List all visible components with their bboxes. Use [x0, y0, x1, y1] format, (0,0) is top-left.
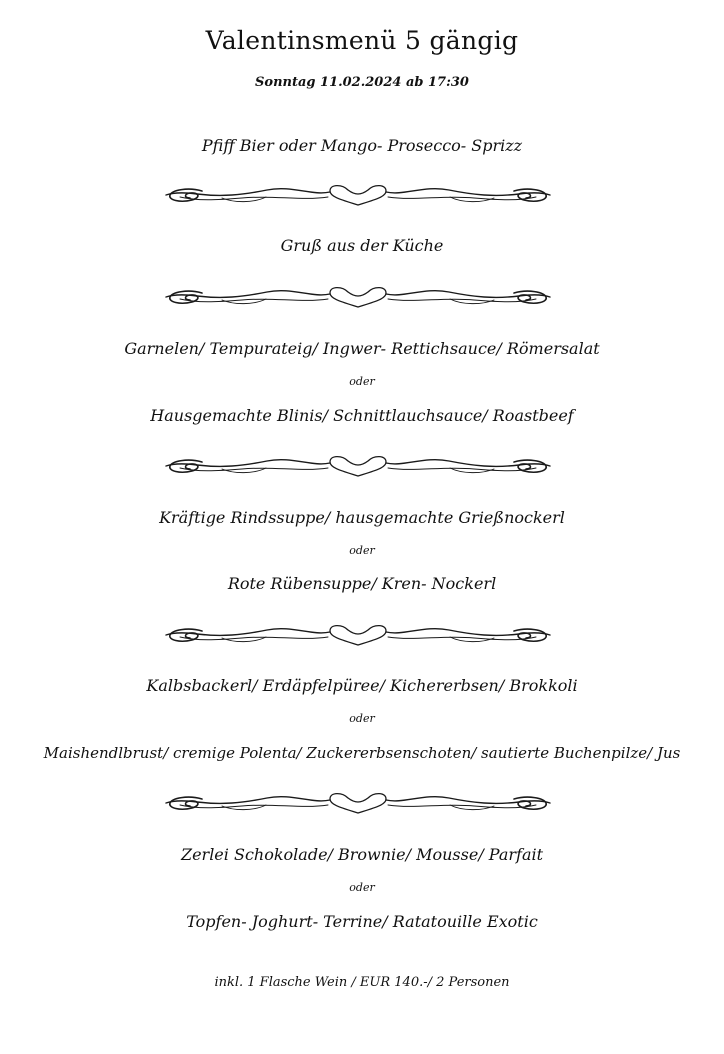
- course-starter-1: Garnelen/ Tempurateig/ Ingwer- Rettichsauce/ Römersalat: [124, 339, 600, 358]
- course-aperitif: Pfiff Bier oder Mango- Prosecco- Sprizz: [201, 136, 523, 155]
- price-footer: inkl. 1 Flasche Wein / EUR 140.-/ 2 Personen: [214, 975, 510, 990]
- heart-flourish-divider-icon: [162, 621, 554, 647]
- course-dessert-2: Topfen- Joghurt- Terrine/ Ratatouille Exotic: [186, 912, 538, 931]
- course-starter-2: Hausgemachte Blinis/ Schnittlauchsauce/ Roastbeef: [150, 406, 574, 425]
- dessert-or: oder: [349, 881, 375, 894]
- course-main-2: Maishendlbrust/ cremige Polenta/ Zuckererbsenschoten/ sautierte Buchenpilze/ Jus: [43, 744, 681, 762]
- divider-svg: [162, 452, 554, 478]
- divider-svg: [162, 181, 554, 207]
- heart-flourish-divider-icon: [162, 789, 554, 815]
- divider-svg: [162, 789, 554, 815]
- main-or: oder: [349, 712, 375, 725]
- divider-svg: [162, 283, 554, 309]
- course-soup-2: Rote Rübensuppe/ Kren- Nockerl: [227, 574, 497, 593]
- heart-flourish-divider-icon: [162, 283, 554, 309]
- starter-or: oder: [349, 375, 375, 388]
- menu-date: Sonntag 11.02.2024 ab 17:30: [255, 75, 469, 90]
- divider-svg: [162, 621, 554, 647]
- menu-title: Valentinsmenü 5 gängig: [205, 26, 519, 55]
- course-greeting: Gruß aus der Küche: [280, 236, 444, 255]
- heart-flourish-divider-icon: [162, 452, 554, 478]
- course-dessert-1: Zerlei Schokolade/ Brownie/ Mousse/ Parfait: [180, 845, 544, 864]
- course-main-1: Kalbsbackerl/ Erdäpfelpüree/ Kichererbsen/ Brokkoli: [146, 676, 578, 695]
- soup-or: oder: [349, 544, 375, 557]
- course-soup-1: Kräftige Rindssuppe/ hausgemachte Grießnockerl: [159, 508, 565, 527]
- heart-flourish-divider-icon: [162, 181, 554, 207]
